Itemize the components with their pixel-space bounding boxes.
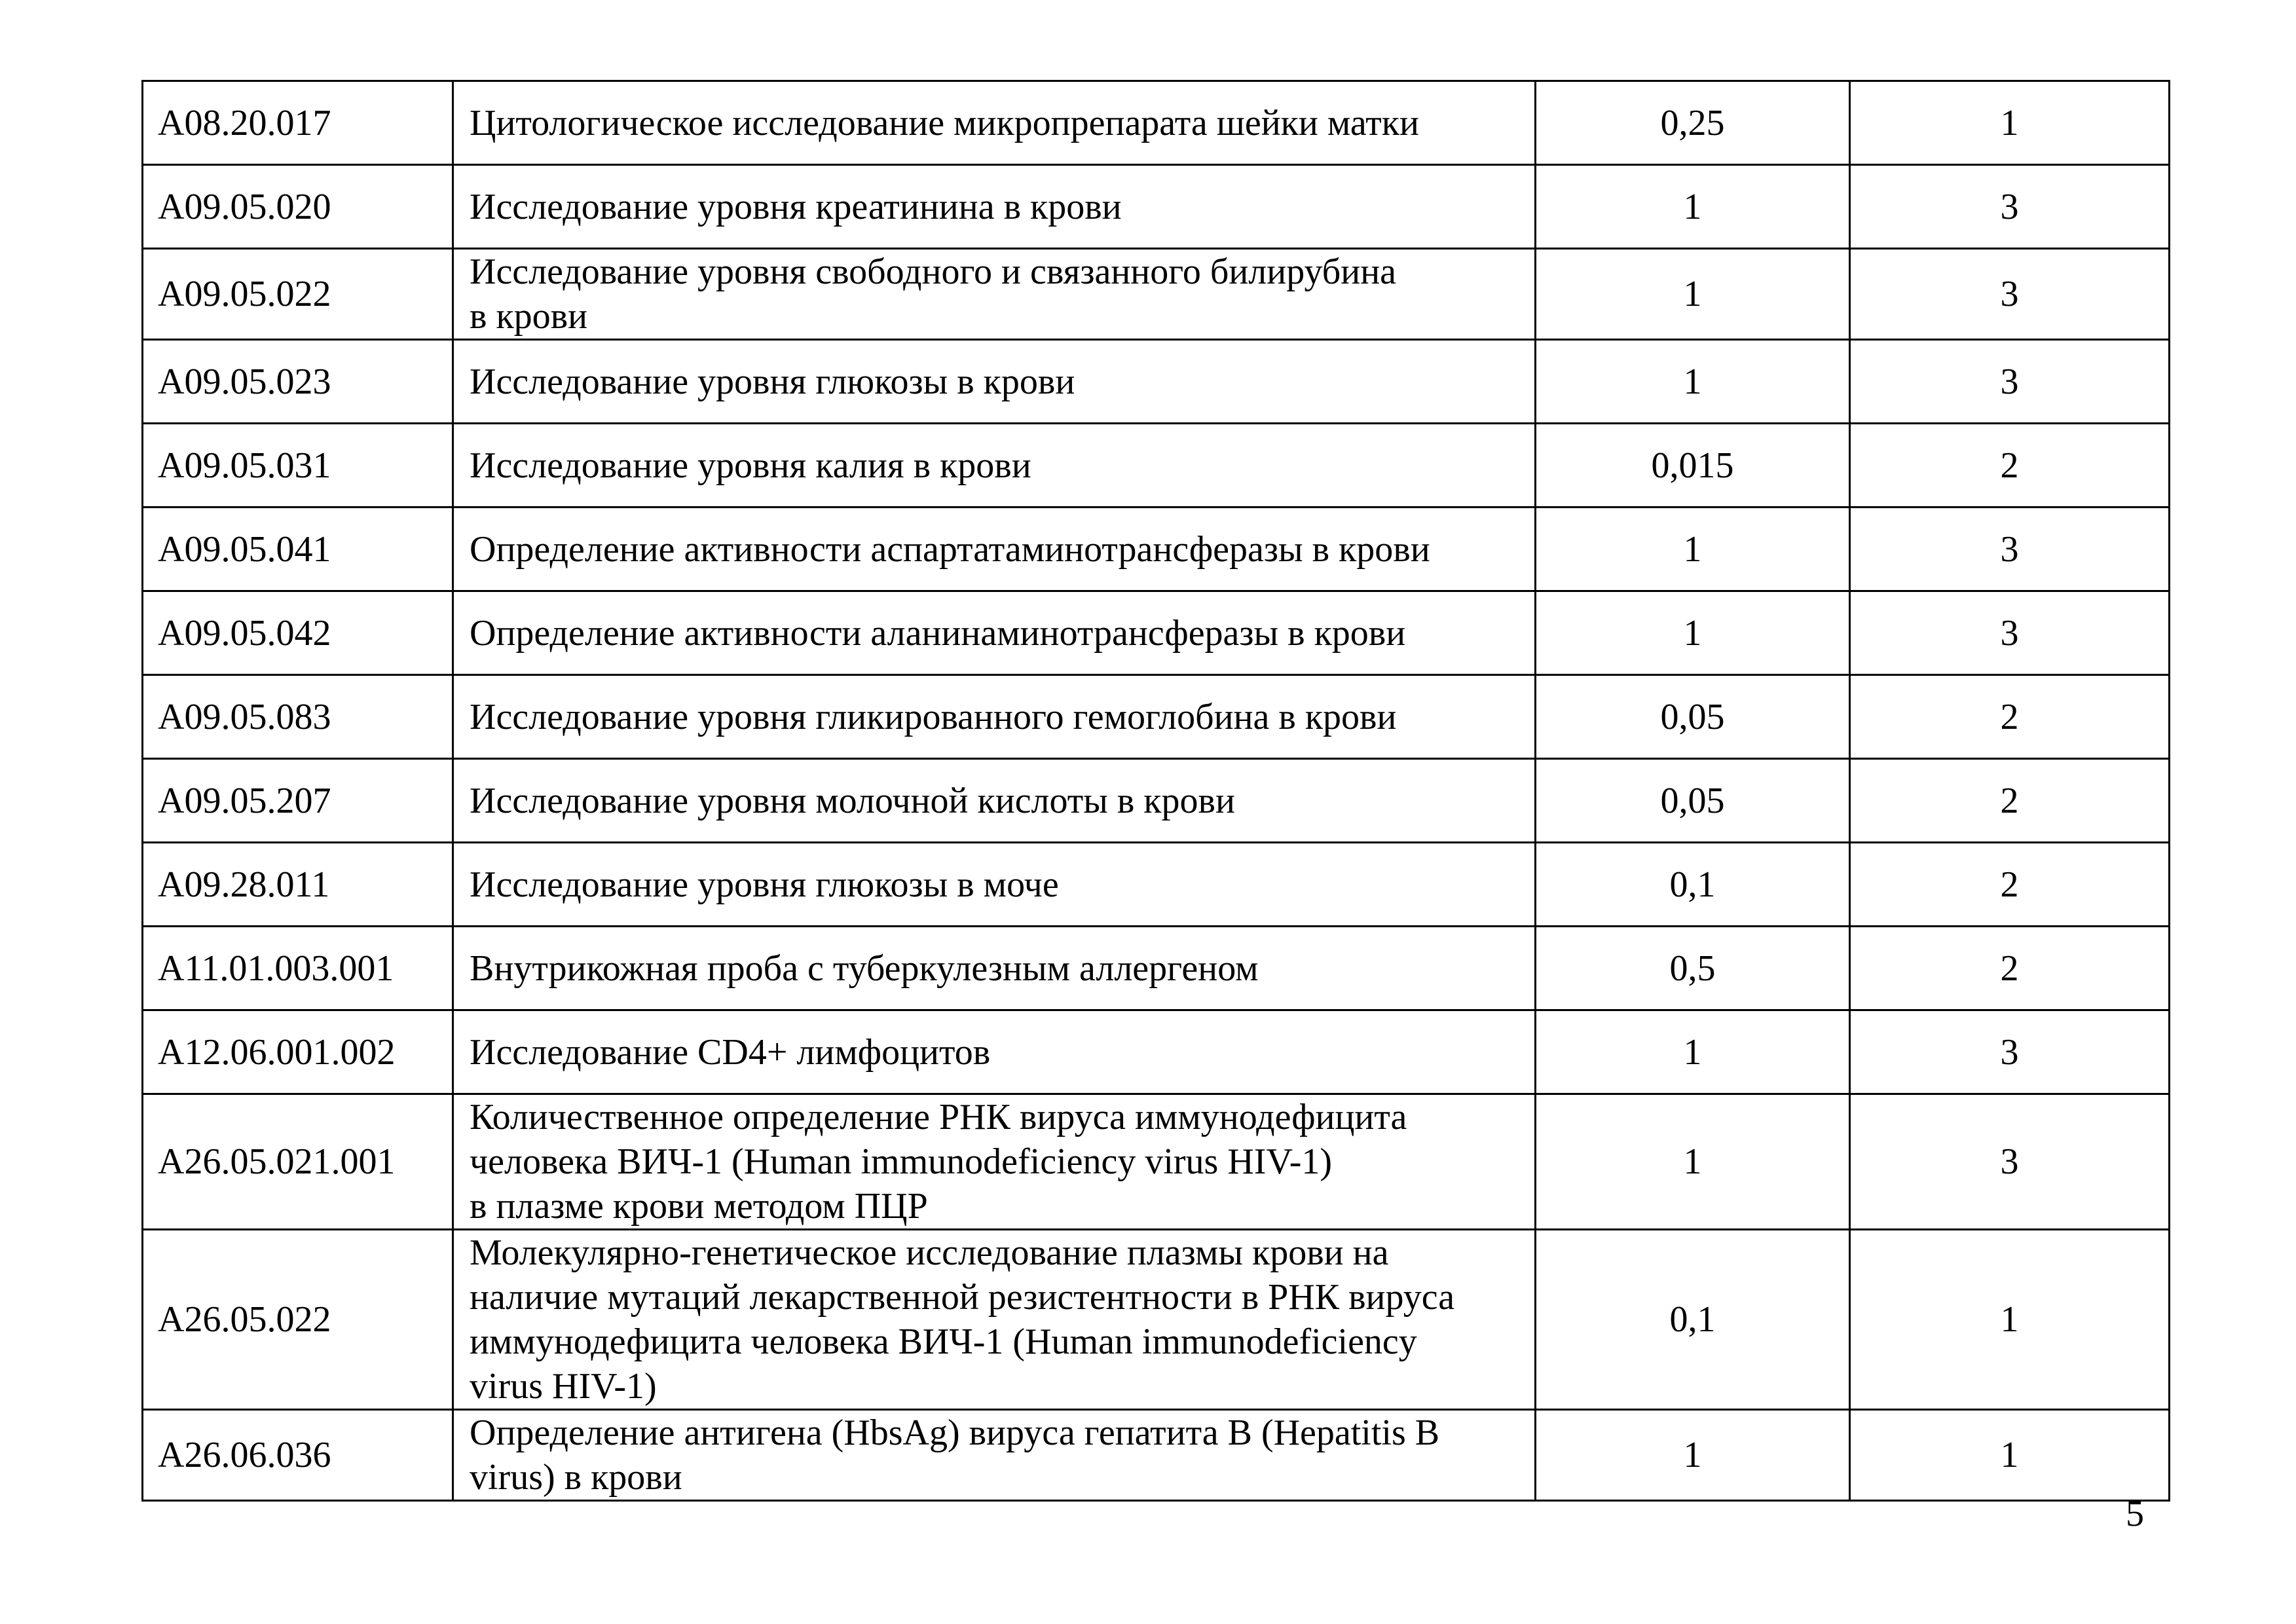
service-name: Исследование CD4+ лимфоцитов: [453, 1010, 1536, 1094]
multiplicity-value: 1: [1850, 81, 2170, 165]
frequency-value: 1: [1536, 1094, 1850, 1230]
service-code: A09.28.011: [143, 843, 453, 927]
service-code: A26.06.036: [143, 1410, 453, 1501]
service-code: A08.20.017: [143, 81, 453, 165]
frequency-value: 0,25: [1536, 81, 1850, 165]
multiplicity-value: 3: [1850, 1094, 2170, 1230]
service-code: A09.05.083: [143, 675, 453, 759]
frequency-value: 1: [1536, 340, 1850, 424]
frequency-value: 1: [1536, 1410, 1850, 1501]
service-name: Внутрикожная проба с туберкулезным аллергеном: [453, 927, 1536, 1010]
service-name: Количественное определение РНК вируса иммунодефицита человека ВИЧ-1 (Human immunodeficiency virus HIV-1) в плазме крови методом ПЦР: [453, 1094, 1536, 1230]
table-row: [143, 927, 2170, 1010]
table-row: [143, 759, 2170, 843]
multiplicity-value: 1: [1850, 1230, 2170, 1410]
service-name: Исследование уровня глюкозы в моче: [453, 843, 1536, 927]
frequency-value: 1: [1536, 165, 1850, 249]
table-row: [143, 249, 2170, 340]
service-name: Исследование уровня молочной кислоты в крови: [453, 759, 1536, 843]
service-code: A09.05.020: [143, 165, 453, 249]
frequency-value: 0,05: [1536, 675, 1850, 759]
frequency-value: 1: [1536, 249, 1850, 340]
service-name: Исследование уровня свободного и связанного билирубина в крови: [453, 249, 1536, 340]
service-code: A09.05.207: [143, 759, 453, 843]
frequency-value: 0,1: [1536, 843, 1850, 927]
service-name: Молекулярно-генетическое исследование плазмы крови на наличие мутаций лекарственной резистентности в РНК вируса иммунодефицита человека ВИЧ-1 (Human immunodeficiency virus HIV-1): [453, 1230, 1536, 1410]
multiplicity-value: 3: [1850, 507, 2170, 591]
page-number: 5: [2126, 1494, 2144, 1534]
frequency-value: 0,05: [1536, 759, 1850, 843]
multiplicity-value: 3: [1850, 591, 2170, 675]
frequency-value: 1: [1536, 591, 1850, 675]
service-name: Определение активности аспартатаминотрансферазы в крови: [453, 507, 1536, 591]
service-code: A26.05.021.001: [143, 1094, 453, 1230]
service-code: A11.01.003.001: [143, 927, 453, 1010]
service-name: Исследование уровня креатинина в крови: [453, 165, 1536, 249]
table-row: [143, 81, 2170, 165]
multiplicity-value: 3: [1850, 249, 2170, 340]
service-code: A26.05.022: [143, 1230, 453, 1410]
frequency-value: 1: [1536, 1010, 1850, 1094]
service-name: Исследование уровня глюкозы в крови: [453, 340, 1536, 424]
table-row: [143, 1094, 2170, 1230]
table-row: [143, 424, 2170, 507]
service-code: A09.05.022: [143, 249, 453, 340]
service-code: A09.05.041: [143, 507, 453, 591]
multiplicity-value: 2: [1850, 843, 2170, 927]
table-row: [143, 843, 2170, 927]
frequency-value: 0,1: [1536, 1230, 1850, 1410]
table-row: [143, 1410, 2170, 1501]
service-name: Исследование уровня гликированного гемоглобина в крови: [453, 675, 1536, 759]
table-row: [143, 340, 2170, 424]
service-code: A12.06.001.002: [143, 1010, 453, 1094]
table-row: [143, 165, 2170, 249]
service-code: A09.05.042: [143, 591, 453, 675]
frequency-value: 0,015: [1536, 424, 1850, 507]
table-row: [143, 1230, 2170, 1410]
services-table: [141, 80, 2170, 1502]
service-name: Исследование уровня калия в крови: [453, 424, 1536, 507]
service-code: A09.05.031: [143, 424, 453, 507]
service-code: A09.05.023: [143, 340, 453, 424]
service-name: Определение антигена (HbsAg) вируса гепатита B (Hepatitis B virus) в крови: [453, 1410, 1536, 1501]
multiplicity-value: 2: [1850, 424, 2170, 507]
frequency-value: 1: [1536, 507, 1850, 591]
table-row: [143, 1010, 2170, 1094]
frequency-value: 0,5: [1536, 927, 1850, 1010]
service-name: Цитологическое исследование микропрепарата шейки матки: [453, 81, 1536, 165]
multiplicity-value: 2: [1850, 759, 2170, 843]
service-name: Определение активности аланинаминотрансферазы в крови: [453, 591, 1536, 675]
table-row: [143, 507, 2170, 591]
multiplicity-value: 1: [1850, 1410, 2170, 1501]
table-row: [143, 675, 2170, 759]
multiplicity-value: 2: [1850, 675, 2170, 759]
multiplicity-value: 3: [1850, 1010, 2170, 1094]
multiplicity-value: 3: [1850, 165, 2170, 249]
table-row: [143, 591, 2170, 675]
multiplicity-value: 2: [1850, 927, 2170, 1010]
multiplicity-value: 3: [1850, 340, 2170, 424]
